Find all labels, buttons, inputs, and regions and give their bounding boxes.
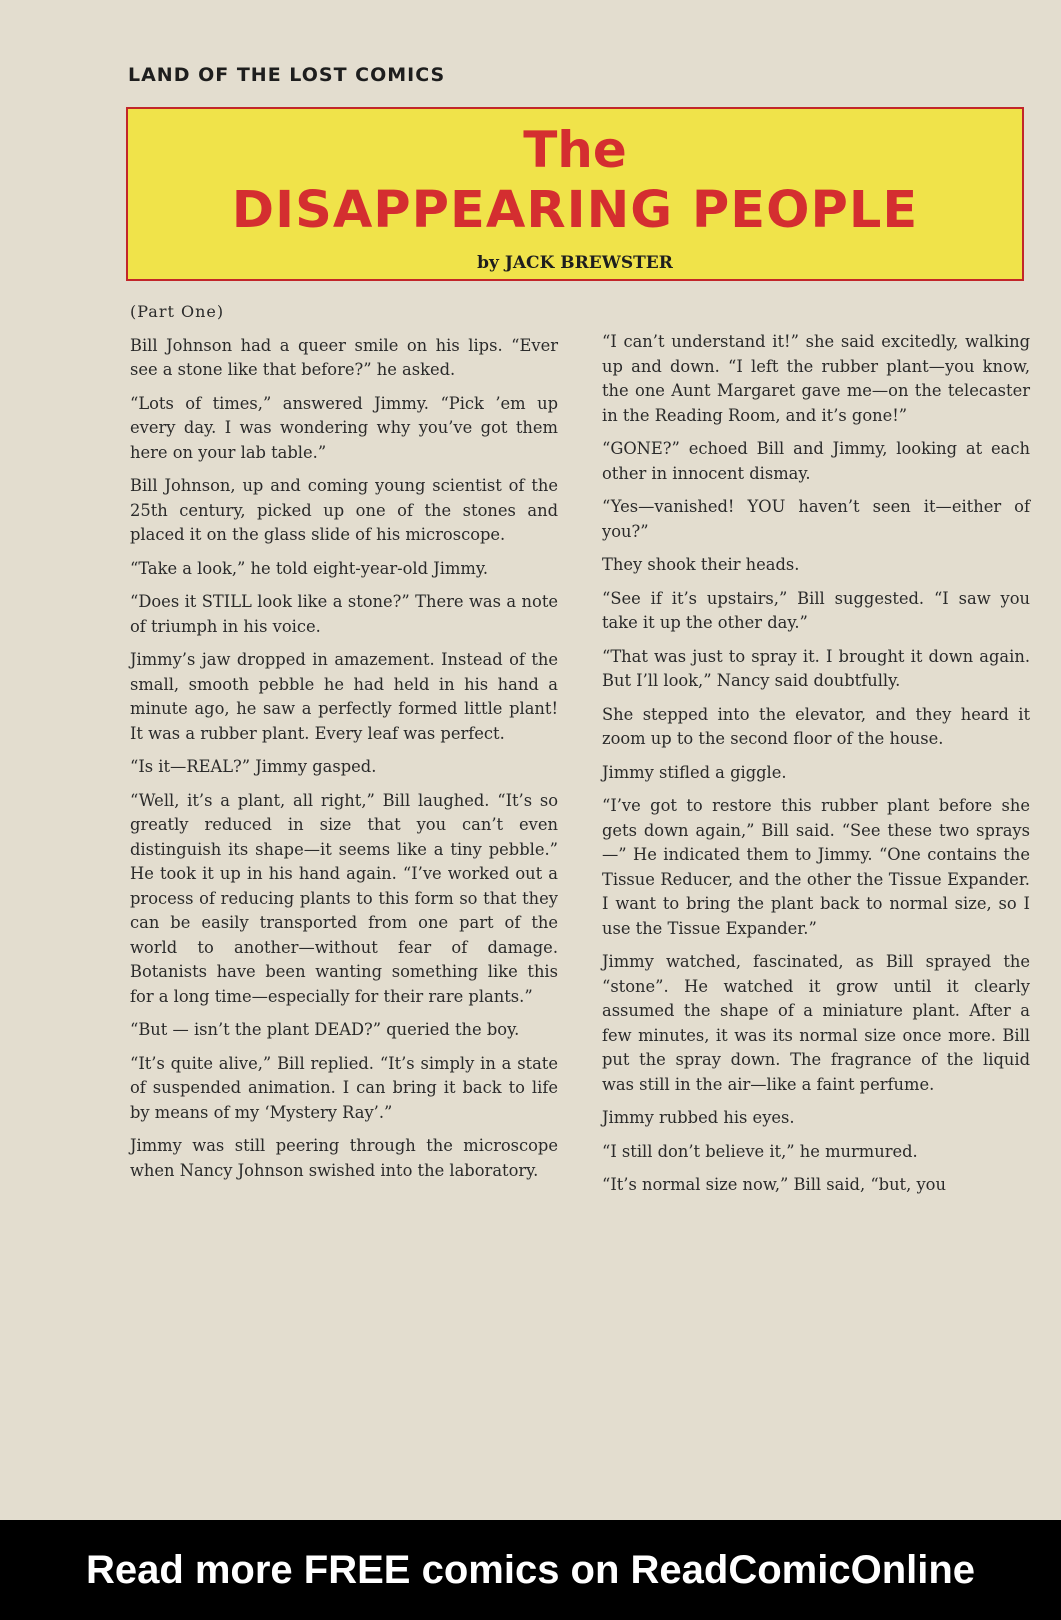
story-title-the: The <box>523 121 627 179</box>
paragraph: “Well, it’s a plant, all right,” Bill laughed. “It’s so greatly reduced in size that you can’t even distinguish its shape—it seems like a tiny pebble.” He took it up in his hand again. “I’ve worked out a process of reducing plants to this form so that they can be easily transported from one part of the world to another—without fear of damage. Botanists have been wanting something like this for a long time—especially for their rare plants.” <box>130 790 558 1006</box>
paragraph: “Take a look,” he told eight-year-old Jimmy. <box>130 558 489 578</box>
paragraph: She stepped into the elevator, and they heard it zoom up to the second floor of the house. <box>602 704 1030 748</box>
paragraph: Jimmy’s jaw dropped in amazement. Instead of the small, smooth pebble he had held in his hand a minute ago, he saw a perfectly formed little plant! It was a rubber plant. Every leaf was perfect. <box>130 650 558 743</box>
paragraph: “Is it—REAL?” Jimmy gasped. <box>130 757 377 776</box>
paragraph: Jimmy rubbed his eyes. <box>602 1108 795 1127</box>
right-column <box>602 330 1030 1207</box>
paragraph: “GONE?” echoed Bill and Jimmy, looking at each other in innocent dismay. <box>602 439 1030 483</box>
paragraph: “But — isn’t the plant DEAD?” queried the boy. <box>130 1020 520 1039</box>
title-box <box>126 107 1024 281</box>
paragraph: “See if it’s upstairs,” Bill suggested. “I saw you take it up the other day.” <box>602 588 1030 632</box>
paragraph: Jimmy stifled a giggle. <box>602 762 787 782</box>
paragraph: “I’ve got to restore this rubber plant before she gets down again,” Bill said. “See these two sprays—” He indicated them to Jimmy. “One contains the Tissue Reducer, and the other the Tissue Expander. I want to bring the plant back to normal size, so I use the Tissue Expander.” <box>602 796 1030 938</box>
byline: by JACK BREWSTER <box>477 253 673 273</box>
paragraph: They shook their heads. <box>602 555 800 574</box>
paragraph: “Yes—vanished! YOU haven’t seen it—either of you?” <box>602 497 1030 541</box>
paragraph: “It’s normal size now,” Bill said, “but, you <box>602 1175 946 1194</box>
paragraph: Jimmy watched, fascinated, as Bill sprayed the “stone”. He watched it grow until it clearly assumed the shape of a miniature plant. After a few minutes, it was its normal size once more. Bill put the spray down. The fragrance of the liquid was still in the air—like a faint perfume. <box>602 952 1030 1094</box>
paragraph: “Lots of times,” answered Jimmy. “Pick ’em up every day. I was wondering why you’ve got them here on your lab table.” <box>130 393 558 462</box>
paragraph: “I can’t understand it!” she said excitedly, walking up and down. “I left the rubber plant—you know, the one Aunt Margaret gave me—on the telecaster in the Reading Room, and it’s gone!” <box>602 332 1030 425</box>
story-title: DISAPPEARING PEOPLE <box>231 181 919 240</box>
running-head: LAND OF THE LOST COMICS <box>128 64 446 86</box>
paragraph: “Does it STILL look like a stone?” There was a note of triumph in his voice. <box>130 592 558 636</box>
part-label: (Part One) <box>130 302 225 321</box>
paragraph: “That was just to spray it. I brought it down again. But I’ll look,” Nancy said doubtfully. <box>602 646 1030 690</box>
paragraph: Bill Johnson had a queer smile on his lips. “Ever see a stone like that before?” he asked. <box>130 335 558 379</box>
left-column <box>130 300 558 1192</box>
paragraph: “It’s quite alive,” Bill replied. “It’s simply in a state of suspended animation. I can bring it back to life by means of my ‘Mystery Ray’.” <box>130 1053 558 1122</box>
paragraph: Bill Johnson, up and coming young scientist of the 25th century, picked up one of the stones and placed it on the glass slide of his microscope. <box>130 476 558 544</box>
promo-banner[interactable]: Read more FREE comics on ReadComicOnline <box>0 1520 1061 1620</box>
paragraph: Jimmy was still peering through the microscope when Nancy Johnson swished into the laboratory. <box>130 1136 558 1180</box>
paragraph: “I still don’t believe it,” he murmured. <box>602 1141 918 1161</box>
